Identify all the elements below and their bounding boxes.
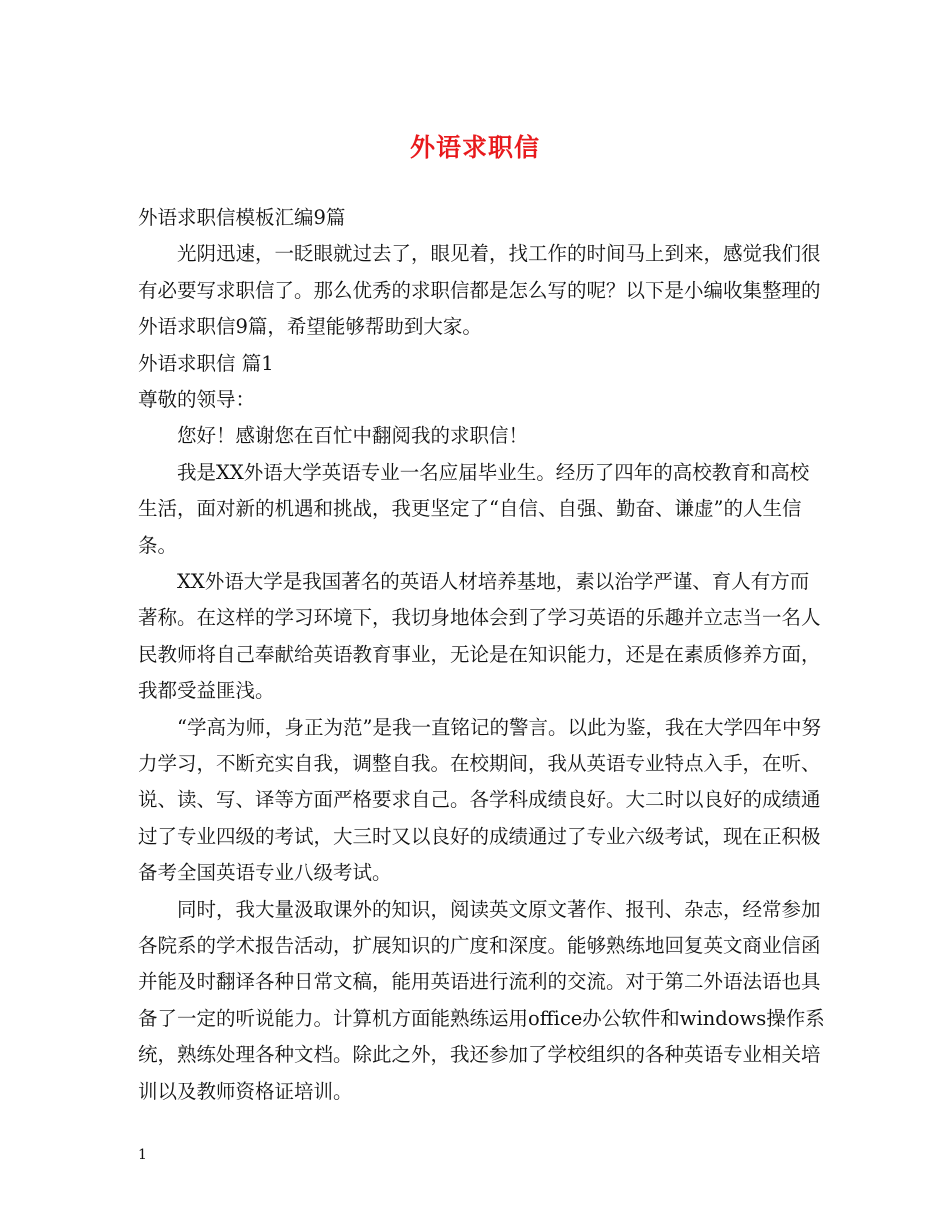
- section-heading: 外语求职信 篇1: [138, 351, 274, 375]
- document-title: 外语求职信: [409, 133, 540, 162]
- paragraph-text: “学高为师，身正为范”是我一直铭记的警言。以此为鉴，我在大学四年中努力学习，不断充实自我，调整自我。在校期间，我从英语专业特点入手，在听、说、读、写、译等方面严格要求自己。各学科成绩良好。大二时以良好的成绩通过了专业四级的考试，大三时又以良好的成绩通过了专业六级考试，现在正积极备考全国英语专业八级考试。: [138, 715, 821, 885]
- paragraph-text: 同时，我大量汲取课外的知识，阅读英文原文著作、报刊、杂志，经常参加各院系的学术报告活动，扩展知识的广度和深度。能够熟练地回复英文商业信函并能及时翻译各种日常文稿，能用英语进行流利的交流。对于第二外语法语也具备了一定的听说能力。计算机方面能熟练运用office办公软件和windows操作系统，熟练处理各种文档。除此之外，我还参加了学校组织的各种英语专业相关培训以及教师资格证培训。: [138, 897, 825, 1103]
- document-subtitle: 外语求职信模板汇编9篇: [138, 206, 346, 229]
- body-paragraph: [138, 455, 828, 564]
- intro-text: 光阴迅速，一眨眼就过去了，眼见着，找工作的时间马上到来，感觉我们很有必要写求职信了。那么优秀的求职信都是怎么写的呢？以下是小编收集整理的外语求职信9篇，希望能够帮助到大家。: [138, 242, 821, 339]
- body-paragraph: [138, 418, 828, 454]
- intro-paragraph: [138, 236, 828, 345]
- body-paragraph: [138, 564, 828, 710]
- salutation: 尊敬的领导：: [138, 388, 256, 411]
- paragraph-text: XX外语大学是我国著名的英语人材培养基地，素以治学严谨、育人有方而著称。在这样的学习环境下，我切身地体会到了学习英语的乐趣并立志当一名人民教师将自己奉献给英语教育事业，无论是在知识能力，还是在素质修养方面，我都受益匪浅。: [138, 570, 821, 703]
- body-paragraph: [138, 892, 828, 1110]
- paragraph-text: 您好！感谢您在百忙中翻阅我的求职信！: [177, 424, 529, 448]
- page-number: 1: [138, 1147, 147, 1163]
- document-body: [138, 200, 828, 1110]
- body-paragraph: [138, 710, 828, 892]
- paragraph-text: 我是XX外语大学英语专业一名应届毕业生。经历了四年的高校教育和高校生活，面对新的机遇和挑战，我更坚定了“自信、自强、勤奋、谦虚”的人生信条。: [138, 460, 810, 557]
